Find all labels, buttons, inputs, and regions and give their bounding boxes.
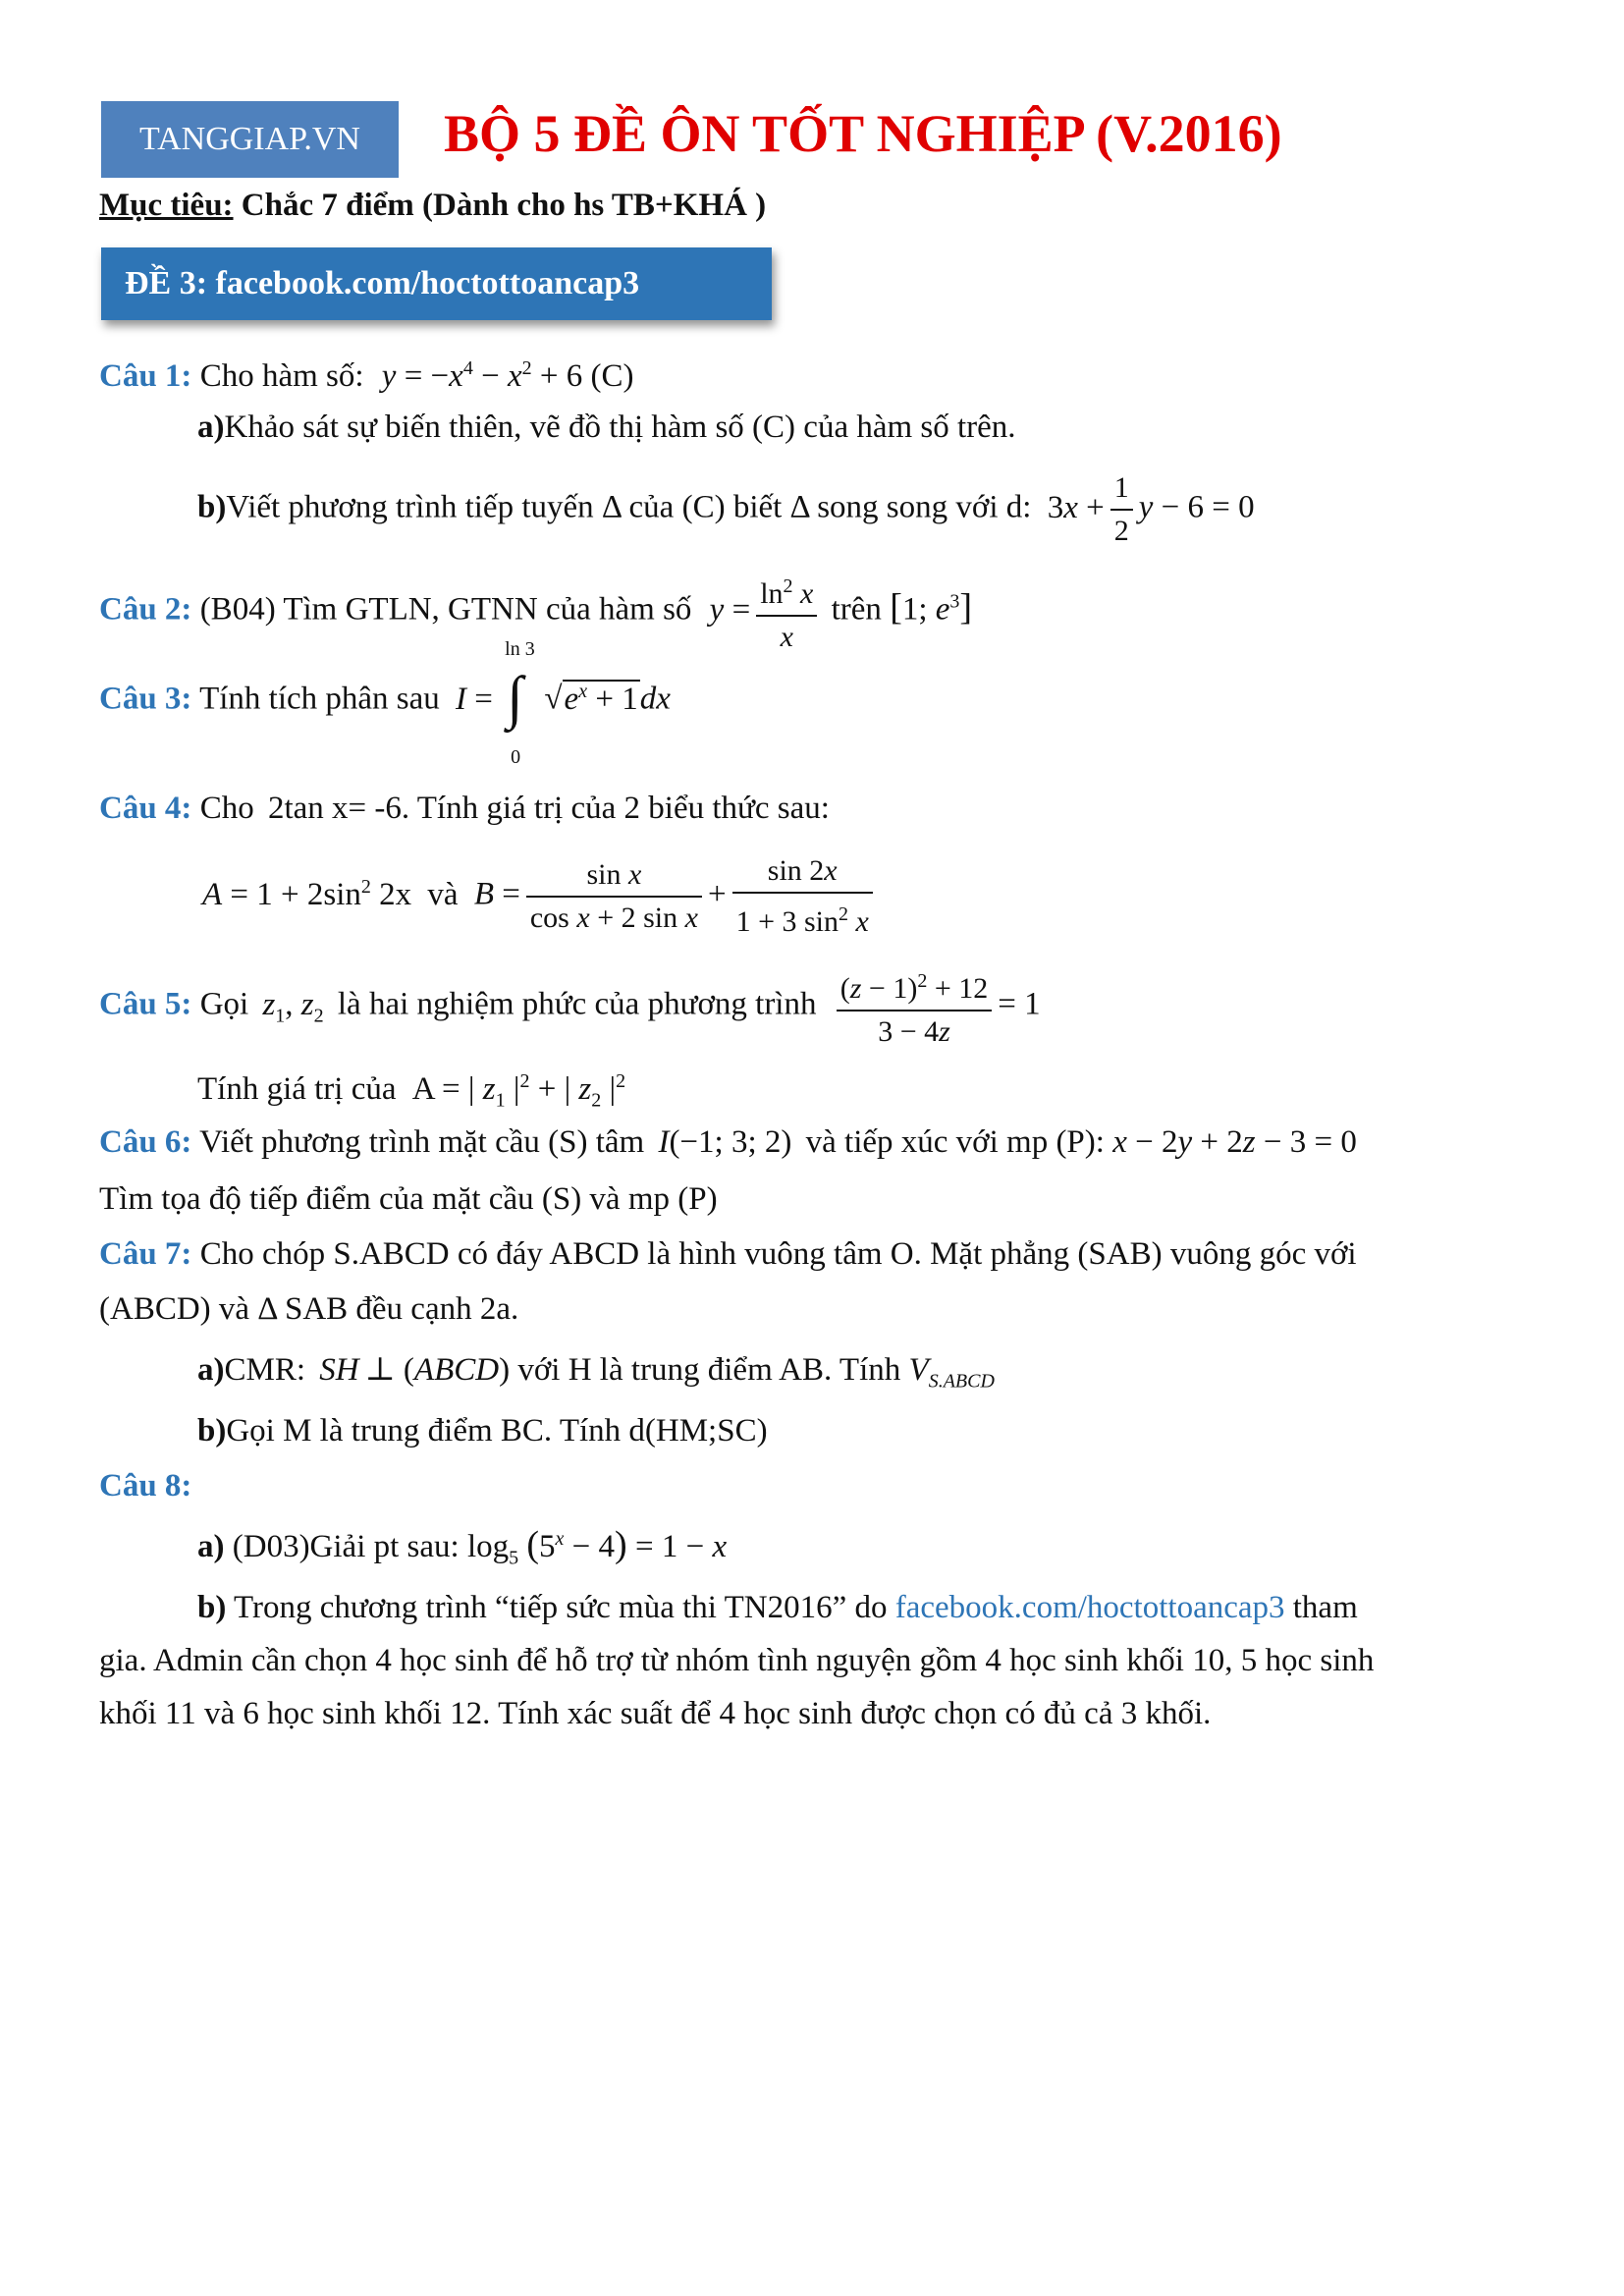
- q1b-text: Viết phương trình tiếp tuyến Δ của (C) biết Δ song song với d:: [226, 489, 1032, 525]
- q2-label: Câu 2:: [99, 591, 192, 628]
- q5-text: Gọi: [199, 986, 249, 1022]
- page-title: BỘ 5 ĐỀ ÔN TỐT NGHIỆP (V.2016): [444, 104, 1282, 163]
- q7-line: [99, 1231, 1357, 1277]
- q1-line: Câu 1: Cho hàm số: $y = -x^4 - x^2 + 6$ (C): [99, 357, 634, 394]
- site-badge: TANGGIAP.VN: [101, 101, 399, 178]
- q6-line2: Tìm tọa độ tiếp điểm của mặt cầu (S) và mp (P): [99, 1181, 718, 1217]
- q8a-text: (D03)Giải pt sau:: [232, 1529, 460, 1564]
- goal-text: Chắc 7 điểm (Dành cho hs TB+KHÁ ): [233, 188, 767, 223]
- q8a-line: a) (D03)Giải pt sau: $\log_5 (5^x - 4) = 1 - x$: [197, 1524, 728, 1569]
- q4-label: Câu 4:: [99, 791, 192, 826]
- q5-label: Câu 5:: [99, 986, 192, 1022]
- q4-expr: $A = 1 + 2\sin^2$ 2x và B = $\frac{\text{sin x}}{\text{cos x + 2 sin x}}$ + $\frac{\sin 2x}{1 + 3 \sin^2 x}$: [202, 850, 879, 943]
- q4-text2: . Tính giá trị của 2 biểu thức sau:: [401, 791, 830, 826]
- facebook-link[interactable]: facebook.com/hoctottoancap3: [894, 1590, 1285, 1625]
- q4-text: Cho: [199, 791, 254, 826]
- exam-banner: ĐỀ 3: facebook.com/hoctottoancap3: [101, 247, 772, 320]
- q8-label: Câu 8:: [99, 1468, 192, 1503]
- q5-line2-text: Tính giá trị của: [197, 1071, 397, 1107]
- q1b-line: b)Viết phương trình tiếp tuyến Δ của (C) biết Δ song song với d: 3x + $\frac{1}{2}$ y − 6 = 0: [197, 467, 1255, 552]
- q7-text: Cho chóp S.ABCD có đáy ABCD là hình vuông tâm O. Mặt phẳng (SAB) vuông góc với: [199, 1236, 1357, 1272]
- q4-and: và: [427, 876, 459, 912]
- q5-line2: Tính giá trị của A = | $z_1$ $|^2$ + | $z_2$ $|^2$: [197, 1070, 626, 1112]
- q1-label: Câu 1:: [99, 358, 192, 394]
- q8b-line: [197, 1585, 1358, 1630]
- q1a-line: [197, 405, 1016, 450]
- q7a-label: a): [197, 1352, 225, 1388]
- q2-tail: trên: [831, 591, 882, 628]
- q8b-label: b): [197, 1590, 227, 1625]
- q7-line2: (ABCD) và Δ SAB đều cạnh 2a.: [99, 1291, 519, 1327]
- q1-text: Cho hàm số:: [199, 358, 364, 394]
- q6-text: Viết phương trình mặt cầu (S) tâm: [199, 1124, 645, 1160]
- q7b-text: Gọi M là trung điểm BC. Tính d(HM;SC): [226, 1413, 768, 1449]
- q8-line: [99, 1463, 191, 1508]
- q6-label: Câu 6:: [99, 1124, 192, 1160]
- q1a-label: a): [197, 410, 225, 445]
- q6-line: Câu 6: Viết phương trình mặt cầu (S) tâm I(−1; 3; 2) và tiếp xúc với mp (P): x − 2y + 2z − 3 = 0: [99, 1124, 1357, 1160]
- q2-line: Câu 2: (B04) Tìm GTLN, GTNN của hàm số y = $\frac{\ln^2 x}{x}$ trên [1; $e^3$]: [99, 566, 972, 658]
- q7a-text2: với H là trung điểm AB. Tính: [517, 1352, 901, 1388]
- goal-label: Mục tiêu:: [99, 188, 234, 223]
- q1a-text: Khảo sát sự biến thiên, vẽ đồ thị hàm số (C) của hàm số trên.: [224, 410, 1016, 445]
- q7b-label: b): [197, 1413, 227, 1449]
- goal-line: [99, 183, 766, 228]
- q7b-line: [197, 1408, 768, 1453]
- q5-line: Câu 5: Gọi $z_1$, $z_2$ là hai nghiệm phức của phương trình $\frac{(z - 1)^2 + 12}{3 - 4z}$ = 1: [99, 960, 1041, 1053]
- q8b-tail: tham: [1292, 1590, 1358, 1625]
- q3-text: Tính tích phân sau: [199, 681, 440, 717]
- q3-label: Câu 3:: [99, 681, 192, 717]
- q2-text: (B04) Tìm GTLN, GTNN của hàm số: [199, 591, 692, 628]
- q8b-text: Trong chương trình “tiếp sức mùa thi TN2016” do: [234, 1590, 888, 1625]
- q7a-line: a)CMR: SH ⊥ (ABCD) với H là trung điểm AB. Tính $V_{S.ABCD}$: [197, 1352, 995, 1393]
- q6-text2: và tiếp xúc với mp (P):: [805, 1124, 1105, 1160]
- q8b-line2: gia. Admin cần chọn 4 học sinh để hỗ trợ từ nhóm tình nguyện gồm 4 học sinh khối 10, 5 học sinh: [99, 1643, 1375, 1678]
- q1b-label: b): [197, 489, 227, 525]
- q5-text2: là hai nghiệm phức của phương trình: [337, 986, 817, 1022]
- q4-line: Câu 4: Cho 2tan x= -6. Tính giá trị của 2 biểu thức sau:: [99, 791, 830, 826]
- q7-label: Câu 7:: [99, 1236, 192, 1272]
- q8b-line3: khối 11 và 6 học sinh khối 12. Tính xác suất để 4 học sinh được chọn có đủ cả 3 khối.: [99, 1696, 1212, 1731]
- q8a-label: a): [197, 1529, 225, 1564]
- q7a-text: CMR:: [224, 1352, 306, 1388]
- q3-line: Câu 3: Tính tích phân sau I = ln 3 ∫ 0 $√e^x + 1dx$: [99, 638, 671, 768]
